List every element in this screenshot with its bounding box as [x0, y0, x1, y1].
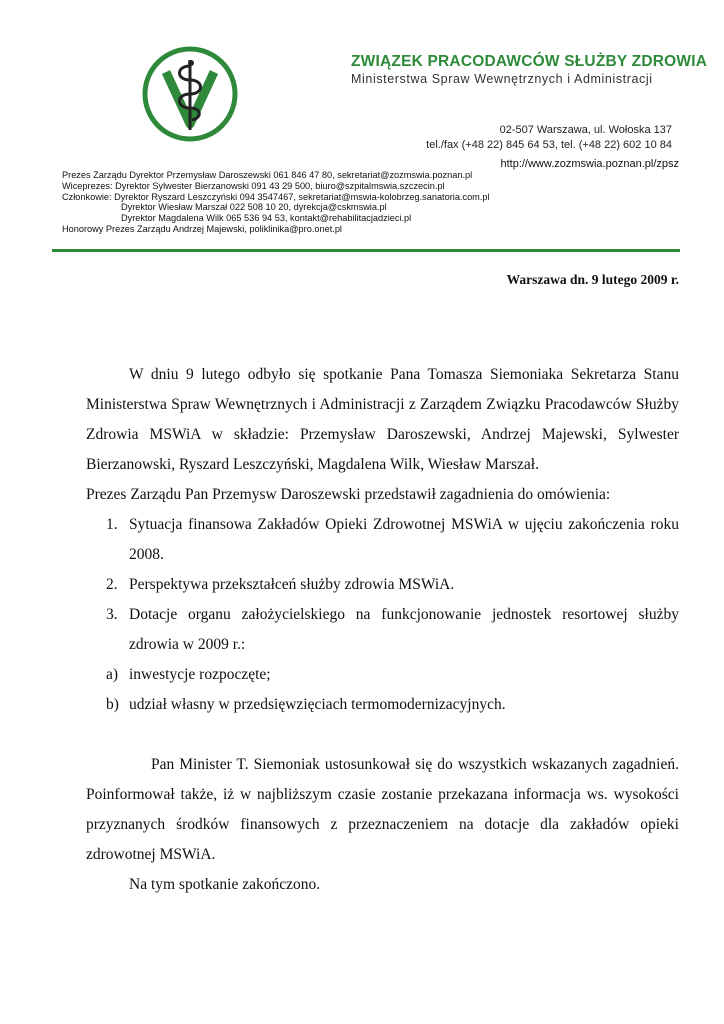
address-line: 02-507 Warszawa, ul. Wołoska 137 — [499, 124, 672, 136]
list-item — [86, 570, 679, 600]
list-item — [86, 600, 679, 660]
board-line-honorary: Honorowy Prezes Zarządu Andrzej Majewski, poliklinika@pro.onet.pl — [62, 223, 342, 234]
header-divider — [52, 249, 680, 252]
board-line-members: Członkowie: Dyrektor Ryszard Leszczyński 094 3547467, sekretariat@mswia-kolobrzeg.sanatoria.com.pl — [62, 191, 490, 202]
list-item — [86, 510, 679, 570]
letter-body — [86, 360, 679, 900]
board-members — [62, 170, 490, 235]
board-line-president: Prezes Zarządu Dyrektor Przemysław Daroszewski 061 846 47 80, sekretariat@zozmswia.poznan.pl — [62, 170, 473, 180]
board-line-vice-president: Wiceprezes: Dyrektor Sylwester Bierzanowski 091 43 29 500, biuro@szpitalmswia.szczecin.pl — [62, 180, 445, 191]
list-item-text: inwestycje rozpoczęte; — [129, 666, 271, 683]
list-item-text: udział własny w przedsięwzięciach termomodernizacyjnych. — [129, 696, 506, 713]
list-item — [86, 660, 679, 690]
list-item-number: 1. — [106, 516, 118, 533]
list-item-number: b) — [106, 696, 119, 713]
paragraph-intro: W dniu 9 lutego odbyło się spotkanie Pana Tomasza Siemoniaka Sekretarza Stanu Ministerstwa Spraw Wewnętrznych i Administracji z Zarządem Związku Pracodawców Służby Zdrowia MSWiA w składzie: Przemysław Daroszewski, Andrzej Majewski, Sylwester Bierzanowski, Ryszard Leszczyński, Magdalena Wilk, Wiesław Marszał. — [86, 366, 679, 473]
spacer — [86, 720, 679, 750]
board-line-member: Dyrektor Magdalena Wilk 065 536 94 53, kontakt@rehabilitacjadzieci.pl — [121, 213, 412, 224]
list-item-number: a) — [106, 666, 119, 683]
paragraph-closing: Na tym spotkanie zakończono. — [129, 876, 321, 893]
list-item-text: Perspektywa przekształceń służby zdrowia MSWiA. — [129, 576, 455, 593]
list-item — [86, 690, 679, 720]
website-link[interactable]: http://www.zozmswia.poznan.pl/zpsz — [500, 158, 679, 170]
list-item-number: 2. — [106, 576, 118, 593]
document-date: Warszawa dn. 9 lutego 2009 r. — [506, 272, 679, 287]
paragraph-agenda-intro: Prezes Zarządu Pan Przemysw Daroszewski przedstawił zagadnienia do omówienia: — [86, 486, 611, 503]
caduceus-v-icon — [140, 44, 240, 144]
org-subtitle: Ministerstwa Spraw Wewnętrznych i Administracji — [351, 72, 653, 86]
board-line-member: Dyrektor Wiesław Marszał 022 508 10 20, dyrekcja@cskmswia.pl — [121, 202, 387, 213]
paragraph-response: Pan Minister T. Siemoniak ustosunkował się do wszystkich wskazanych zagadnień. Poinformował także, iż w najbliższym czasie zostanie przekazana informacja ws. wysokości przyznanych środków finansowych z przeznaczeniem na dotacje dla zakładów opieki zdrowotnej MSWiA. — [86, 756, 679, 863]
agenda-list — [86, 510, 679, 720]
org-name: ZWIĄZEK PRACODAWCÓW SŁUŻBY ZDROWIA — [351, 53, 708, 70]
list-item-number: 3. — [106, 606, 118, 623]
list-item-text: Dotacje organu założycielskiego na funkcjonowanie jednostek resortowej służby zdrowia w 2009 r.: — [129, 606, 679, 653]
phone-line: tel./fax (+48 22) 845 64 53, tel. (+48 22) 602 10 84 — [426, 139, 672, 151]
list-item-text: Sytuacja finansowa Zakładów Opieki Zdrowotnej MSWiA w ujęciu zakończenia roku 2008. — [129, 516, 679, 563]
